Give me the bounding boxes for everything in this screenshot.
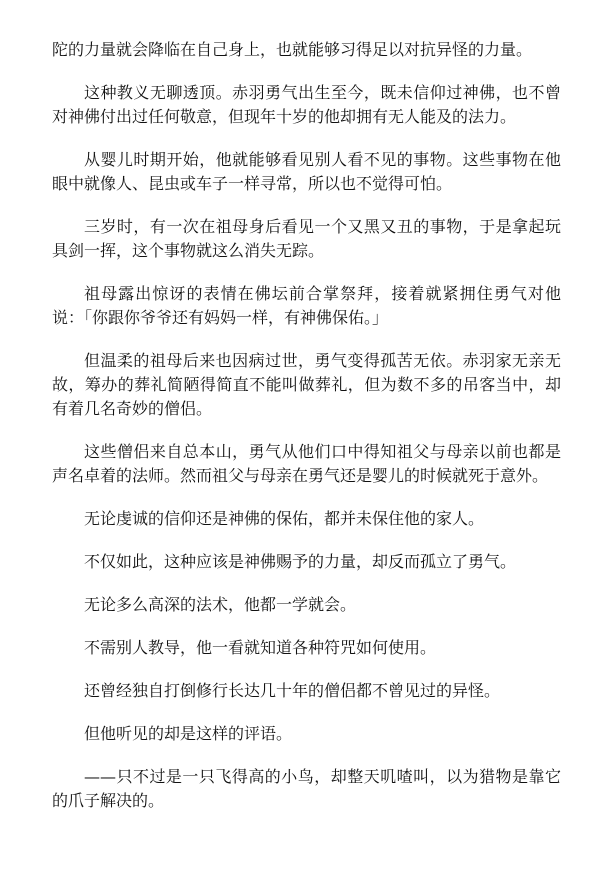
paragraph-11: 不需别人教导，他一看就知道各种符咒如何使用。 [84,638,437,657]
paragraph-2: 这种教义无聊透顶。赤羽勇气出生至今，既未信仰过神佛，也不曾对神佛付出过任何敬意，但现年十岁的他却拥有无人能及的法力。 [52,83,561,126]
paragraph-3: 从婴儿时期开始，他就能够看见别人看不见的事物。这些事物在他眼中就像人、昆虫或车子一样寻常，所以也不觉得可怕。 [52,150,561,193]
paragraph-6: 但温柔的祖母后来也因病过世，勇气变得孤苦无依。赤羽家无亲无故，筹办的葬礼简陋得简直不能叫做葬礼，但为数不多的吊客当中，却有着几名奇妙的僧侣。 [52,351,561,418]
paragraph-1: 陀的力量就会降临在自己身上，也就能够习得足以对抗异怪的力量。 [52,40,533,59]
paragraph-4: 三岁时，有一次在祖母身后看见一个又黑又丑的事物，于是拿起玩具剑一挥，这个事物就这么消失无踪。 [52,217,561,260]
paragraph-12: 还曾经独自打倒修行长达几十年的僧侣都不曾见过的异怪。 [84,681,501,700]
paragraph-14: ——只不过是一只飞得高的小鸟，却整天叽喳叫，以为猎物是靠它的爪子解决的。 [52,767,561,810]
paragraph-10: 无论多么高深的法术，他都一学就会。 [84,595,357,614]
paragraph-8: 无论虔诚的信仰还是神佛的保佑，都并未保住他的家人。 [84,509,485,528]
paragraph-7: 这些僧侣来自总本山，勇气从他们口中得知祖父与母亲以前也都是声名卓着的法师。然而祖父与母亲在勇气还是婴儿的时候就死于意外。 [52,442,561,485]
paragraph-9: 不仅如此，这种应该是神佛赐予的力量，却反而孤立了勇气。 [84,552,517,571]
paragraph-5: 祖母露出惊讶的表情在佛坛前合掌祭拜，接着就紧拥住勇气对他说：「你跟你爷爷还有妈妈一样，有神佛保佑。」 [52,284,561,327]
paragraph-13: 但他听见的却是这样的评语。 [84,724,293,743]
